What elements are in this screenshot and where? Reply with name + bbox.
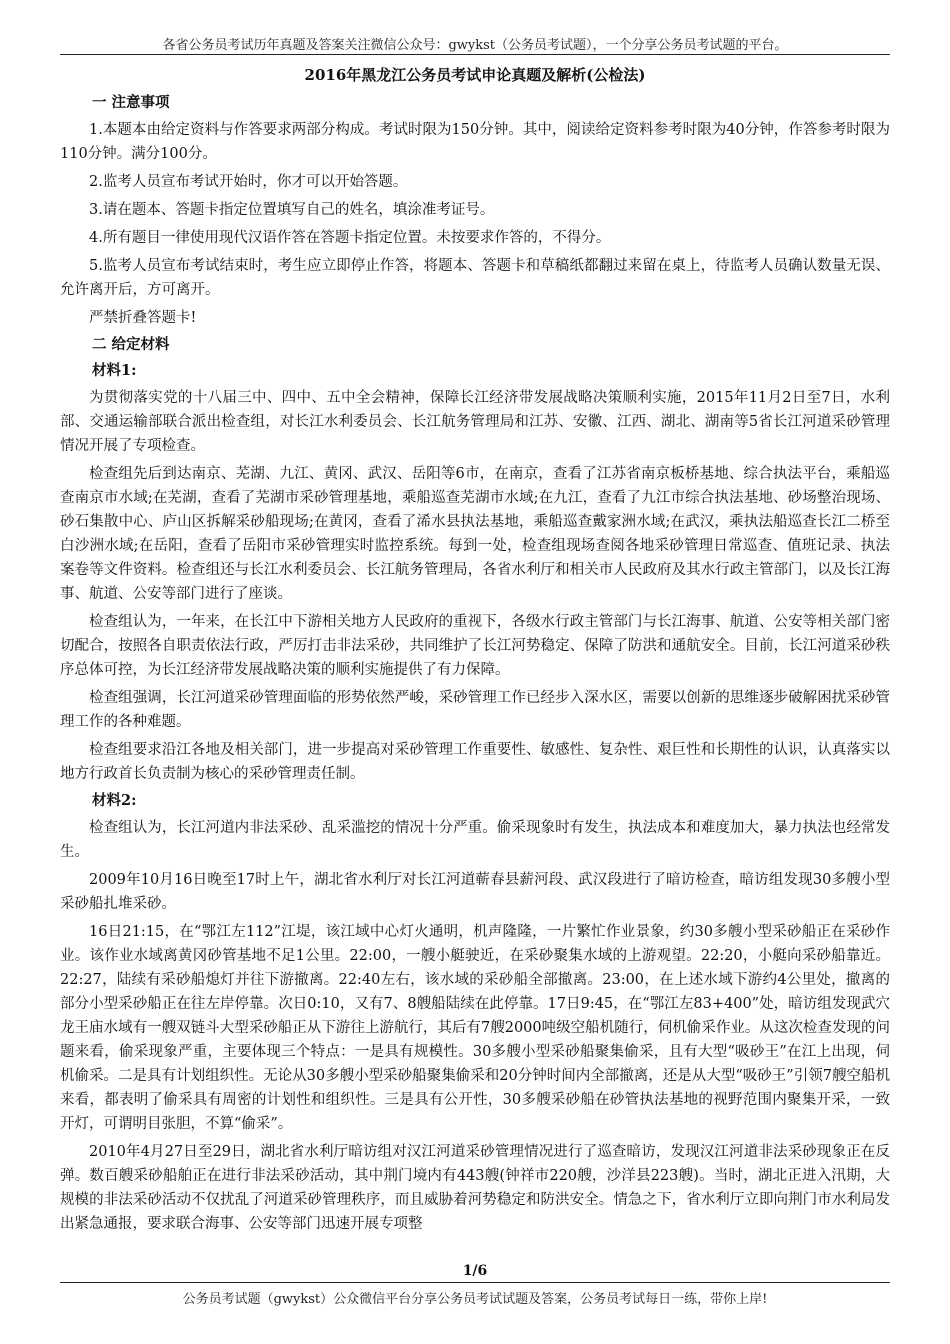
paragraph: 检查组先后到达南京、芜湖、九江、黄冈、武汉、岳阳等6市，在南京，查看了江苏省南京板桥基地、综合执法平台，乘船巡查南京市水域;在芜湖，查看了芜湖市采砂管理基地，乘船巡查芜湖市水域;在九江，查看了九江市综合执法基地、砂场整治现场、砂石集散中心、庐山区拆解采砂船现场;在黄冈，查看了浠水县执法基地，乘船巡查戴家洲水域;在武汉，乘执法船巡查长江二桥至白沙洲水域;在岳阳，查看了岳阳市采砂管理实时监控系统。每到一处，检查组现场查阅各地采砂管理日常巡查、值班记录、执法案卷等文件资料。检查组还与长江水利委员会、长江航务管理局，各省水利厅和相关市人民政府及其水行政主管部门，以及长江海事、航道、公安等部门进行了座谈。 xyxy=(60,466,890,602)
paragraph: 检查组认为，一年来，在长江中下游相关地方人民政府的重视下，各级水行政主管部门与长江海事、航道、公安等相关部门密切配合，按照各自职责依法行政，严厉打击非法采砂，共同维护了长江河势稳定、保障了防洪和通航安全。目前，长江河道采砂秩序总体可控，为长江经济带发展战略决策的顺利实施提供了有力保障。 xyxy=(60,614,890,678)
paragraph: 严禁折叠答题卡! xyxy=(89,310,197,326)
section-heading: 一 注意事项 xyxy=(92,94,170,111)
section-heading: 材料2: xyxy=(92,792,137,809)
paragraph: 4.所有题目一律使用现代汉语作答在答题卡指定位置。未按要求作答的，不得分。 xyxy=(89,230,611,246)
paragraph: 1.本题本由给定资料与作答要求两部分构成。考试时限为150分钟。其中，阅读给定资料参考时限为40分钟，作答参考时限为110分钟。满分100分。 xyxy=(60,122,890,162)
footer-divider xyxy=(60,1282,890,1283)
paragraph: 3.请在题本、答题卡指定位置填写自己的姓名，填涂准考证号。 xyxy=(89,202,495,218)
section-heading: 二 给定材料 xyxy=(92,336,170,353)
paragraph: 16日21:15，在“鄂江左112”江堤，该江域中心灯火通明，机声隆隆，一片繁忙作业景象，约30多艘小型采砂船正在采砂作业。该作业水域离黄冈砂管基地不足1公里。22:00，一艘小艇驶近，在采砂聚集水域的上游观望。22:20，小艇向采砂船靠近。22:27，陆续有采砂船熄灯并往下游撤离。22:40左右，该水域的采砂船全部撤离。23:00，在上述水域下游约4公里处，撤离的部分小型采砂船正在往左岸停靠。次日0:10，又有7、8艘船陆续在此停靠。17日9:45，在“鄂江左83+400”处，暗访组发现武穴龙王庙水域有一艘双链斗大型采砂船正从下游往上游航行，其后有7艘2000吨级空船机随行，伺机偷采作业。从这次检查发现的问题来看，偷采现象严重，主要体现三个特点：一是具有规模性。30多艘小型采砂船聚集偷采，且有大型“吸砂王”在江上出现，伺机偷采。二是具有计划组织性。无论从30多艘小型采砂船聚集偷采和20分钟时间内全部撤离，还是从大型“吸砂王”引领7艘空船机来看，都表明了偷采具有周密的计划性和组织性。三是具有公开性，30多艘采砂船在砂管执法基地的视野范围内聚集开采，一致开灯，可谓明目张胆，不算“偷采”。 xyxy=(60,924,890,1132)
paragraph: 2009年10月16日晚至17时上午，湖北省水利厅对长江河道蕲春县薪河段、武汉段进行了暗访检查，暗访组发现30多艘小型采砂船扎堆采砂。 xyxy=(60,872,890,912)
paragraph: 为贯彻落实党的十八届三中、四中、五中全会精神，保障长江经济带发展战略决策顺利实施，2015年11月2日至7日，水利部、交通运输部联合派出检查组，对长江水利委员会、长江航务管理局和江苏、安徽、江西、湖北、湖南等5省长江河道采砂管理情况开展了专项检查。 xyxy=(60,390,890,454)
header-note: 各省公务员考试历年真题及答案关注微信公众号：gwykst（公务员考试题），一个分享公务员考试题的平台。 xyxy=(162,38,788,53)
paragraph: 5.监考人员宣布考试结束时，考生应立即停止作答，将题本、答题卡和草稿纸都翻过来留在桌上，待监考人员确认数量无误、允许离开后，方可离开。 xyxy=(60,258,890,298)
paragraph: 检查组认为，长江河道内非法采砂、乱采滥挖的情况十分严重。偷采现象时有发生，执法成本和难度加大，暴力执法也经常发生。 xyxy=(60,820,890,860)
paragraph: 2.监考人员宣布考试开始时，你才可以开始答题。 xyxy=(89,174,408,190)
header-divider xyxy=(60,54,890,55)
paragraph: 2010年4月27日至29日，湖北省水利厅暗访组对汉江河道采砂管理情况进行了巡查暗访，发现汉江河道非法采砂现象正在反弹。数百艘采砂船舶正在进行非法采砂活动，其中荆门境内有443艘(钟祥市220艘，沙洋县223艘)。当时，湖北正进入汛期，大规模的非法采砂活动不仅扰乱了河道采砂管理秩序，而且威胁着河势稳定和防洪安全。情急之下，省水利厅立即向荆门市水利局发出紧急通报，要求联合海事、公安等部门迅速开展专项整 xyxy=(60,1144,890,1232)
footer-note: 公务员考试题（gwykst）公众微信平台分享公务员考试试题及答案，公务员考试每日一练，带你上岸! xyxy=(182,1292,768,1307)
document-body xyxy=(60,92,890,1240)
section-heading: 材料1: xyxy=(92,362,137,379)
page-number: 1/6 xyxy=(462,1263,488,1279)
paragraph: 检查组要求沿江各地及相关部门，进一步提高对采砂管理工作重要性、敏感性、复杂性、艰巨性和长期性的认识，认真落实以地方行政首长负责制为核心的采砂管理责任制。 xyxy=(60,742,890,782)
document-title: 2016年黑龙江公务员考试申论真题及解析(公检法) xyxy=(304,66,646,84)
paragraph: 检查组强调，长江河道采砂管理面临的形势依然严峻，采砂管理工作已经步入深水区，需要以创新的思维逐步破解困扰采砂管理工作的各种难题。 xyxy=(60,690,890,730)
